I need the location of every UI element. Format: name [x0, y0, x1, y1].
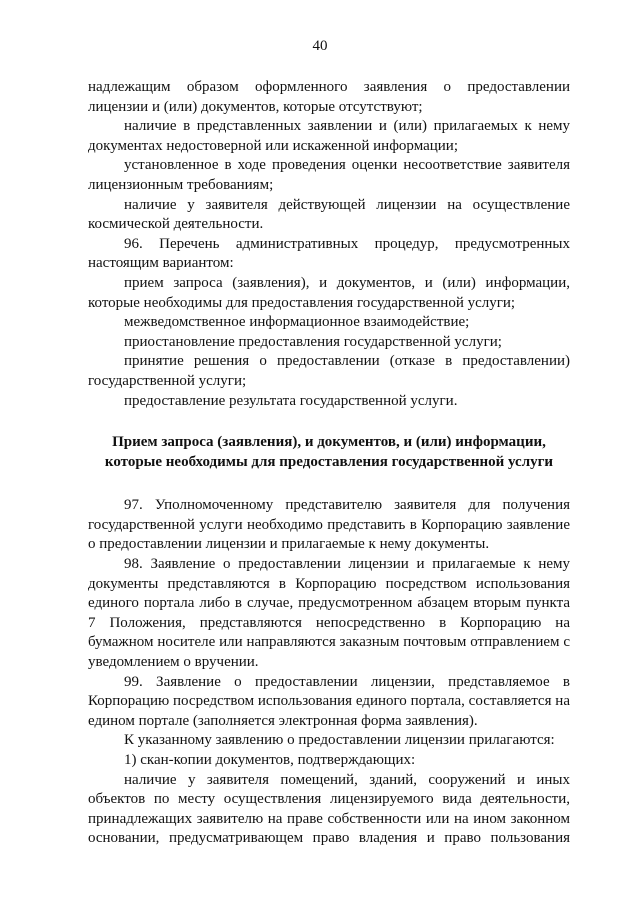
- paragraph: принятие решения о предоставлении (отказе в предоставлении) государственной услуги;: [88, 353, 570, 389]
- paragraph-98: 98. Заявление о предоставлении лицензии и прилагаемые к нему документы представляются в Корпорацию посредством использования единого портала либо в случае, предусмотренном абзацем вторым пункта 7 Положения, представляются непосредственно в Корпорацию на бумажном носителе или направляются заказным почтовым отправлением с уведомлением о вручении.: [88, 556, 570, 671]
- paragraph-97: 97. Уполномоченному представителю заявителя для получения государственной услуги необходимо представить в Корпорацию заявление о предоставлении лицензии и прилагаемые к нему документы.: [88, 497, 570, 553]
- paragraph-96: 96. Перечень административных процедур, предусмотренных настоящим вариантом:: [88, 235, 570, 272]
- page-number: 40: [312, 38, 328, 54]
- paragraph: наличие у заявителя действующей лицензии на осуществление космической деятельности.: [88, 196, 570, 233]
- paragraph: межведомственное информационное взаимодействие;: [124, 314, 470, 331]
- paragraph: приостановление предоставления государственной услуги;: [124, 333, 502, 350]
- paragraph-99: 99. Заявление о предоставлении лицензии, представляемое в Корпорацию посредством использования единого портала, составляется на едином портале (заполняется электронная форма заявления).: [88, 673, 570, 729]
- paragraph: предоставление результата государственной услуги.: [124, 392, 458, 409]
- paragraph: наличие в представленных заявлении и (или) прилагаемых к нему документах недостоверной или искаженной информации;: [88, 118, 570, 154]
- section-heading-line2: которые необходимы для предоставления государственной услуги: [104, 453, 554, 470]
- paragraph: наличие у заявителя помещений, зданий, сооружений и иных объектов по месту осуществления лицензируемого вида деятельности, принадлежащих заявителю на праве собственности или на ином законном основании, предусматривающем право владения и право пользования: [88, 771, 570, 847]
- section-heading: [88, 433, 570, 472]
- paragraph: прием запроса (заявления), и документов, и (или) информации, которые необходимы для предоставления государственной услуги;: [88, 274, 570, 311]
- section-heading-line1: Прием запроса (заявления), и документов, и (или) информации,: [112, 434, 546, 451]
- document-body: [88, 78, 570, 849]
- paragraph: 1) скан-копии документов, подтверждающих:: [124, 752, 416, 768]
- paragraph: К указанному заявлению о предоставлении лицензии прилагаются:: [124, 732, 555, 749]
- paragraph: надлежащим образом оформленного заявления о предоставлении лицензии и (или) документов, которые отсутствуют;: [88, 79, 570, 115]
- paragraph: установленное в ходе проведения оценки несоответствие заявителя лицензионным требованиям;: [88, 157, 570, 193]
